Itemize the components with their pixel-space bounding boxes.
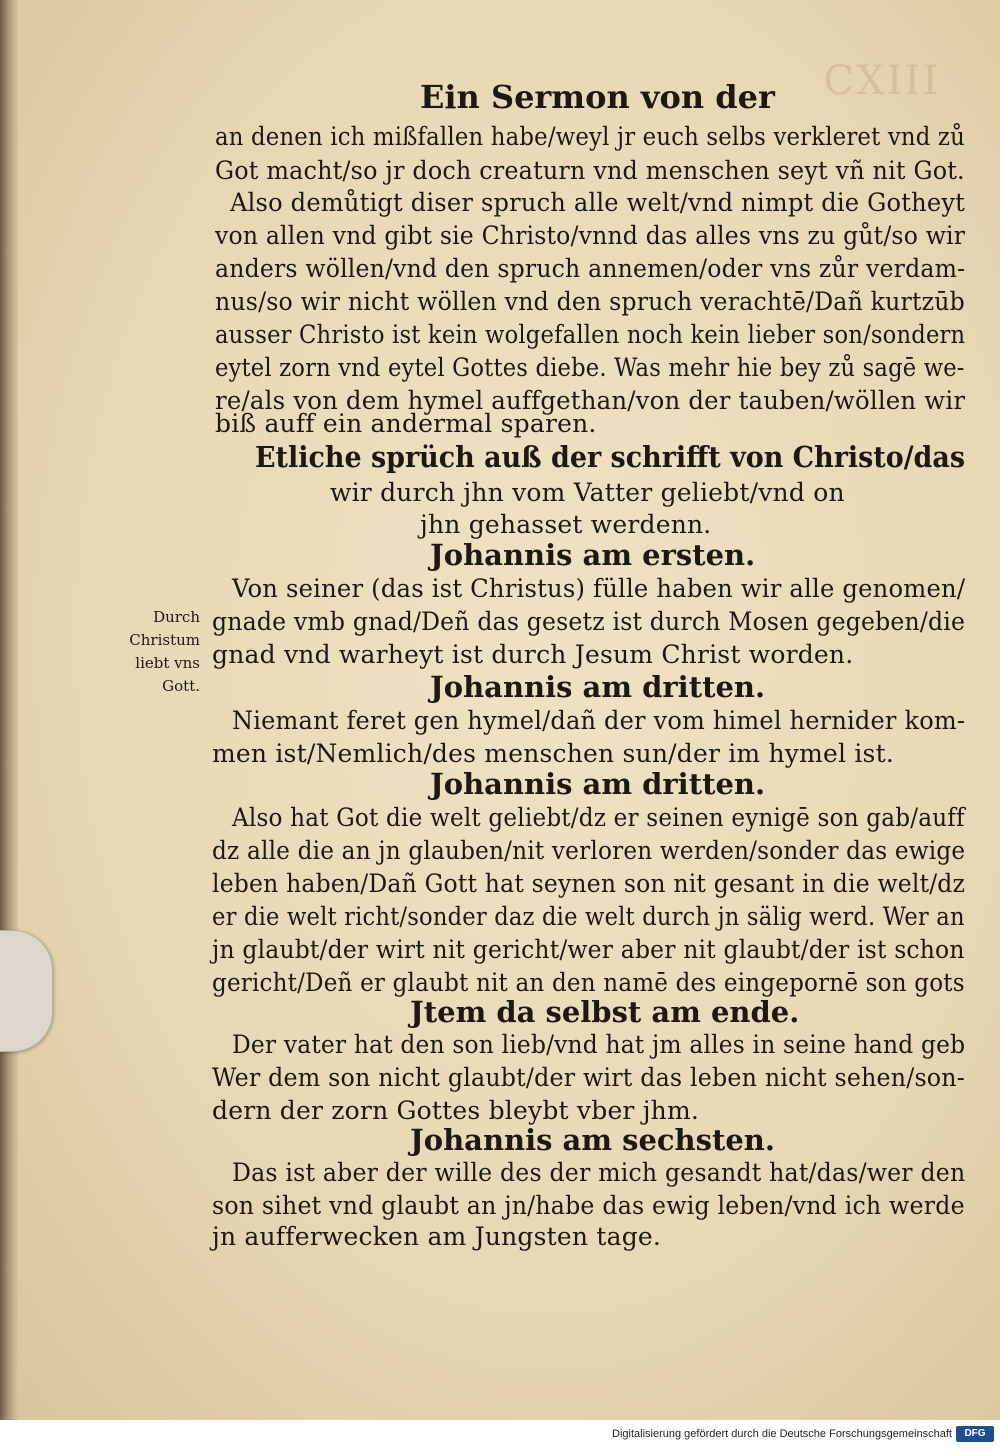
page-tab-marker xyxy=(0,930,53,1052)
margin-note-line: liebt vns xyxy=(135,654,200,672)
text-line: dz alle die an jn glauben/nit verloren werden/sonder das ewige xyxy=(212,836,966,865)
text-line: biß auff ein andermal sparen. xyxy=(215,409,597,438)
section-heading: Johannis am ersten. xyxy=(430,538,756,572)
running-header: Ein Sermon von der xyxy=(420,78,775,116)
text-line: gnade vmb gnad/Deñ das gesetz ist durch Mosen gegeben/die xyxy=(212,607,966,636)
text-line: Also hat Got die welt geliebt/dz er seinen eynigē son gab/auff xyxy=(232,803,965,832)
text-line: Von seiner (das ist Christus) fülle haben wir alle genomen/ xyxy=(232,574,966,603)
folio-number-bleed: CXIII xyxy=(823,58,940,104)
text-line: an denen ich mißfallen habe/weyl jr euch selbs verkleret vnd zů xyxy=(215,122,965,151)
section-heading: Johannis am dritten. xyxy=(430,767,766,801)
text-line: men ist/Nemlich/des menschen sun/der im hymel ist. xyxy=(212,739,894,768)
text-line: anders wöllen/vnd den spruch annemen/oder vns zůr verdam- xyxy=(215,254,966,283)
dfg-logo-icon: DFG xyxy=(956,1426,994,1442)
book-gutter xyxy=(0,0,18,1420)
text-line: von allen vnd gibt sie Christo/vnnd das alles vns zu gůt/so wir xyxy=(215,221,966,250)
section-heading: Johannis am sechsten. xyxy=(410,1123,775,1157)
text-line: jn aufferwecken am Jungsten tage. xyxy=(212,1222,662,1251)
text-line: er die welt richt/sonder daz die welt durch jn sälig werd. Wer an xyxy=(212,902,965,931)
margin-note-line: Christum xyxy=(129,631,200,649)
margin-note xyxy=(100,606,200,698)
text-line: leben haben/Dañ Gott hat seynen son nit gesant in die welt/dz xyxy=(212,869,966,898)
text-line: son sihet vnd glaubt an jn/habe das ewig leben/vnd ich werde xyxy=(212,1191,965,1220)
section-heading: Jtem da selbst am ende. xyxy=(410,995,800,1029)
section-title-line: jhn gehasset werdenn. xyxy=(420,510,712,539)
section-title-line: Etliche sprüch auß der schrifft von Christo/das xyxy=(255,440,966,474)
text-line: dern der zorn Gottes bleybt vber jhm. xyxy=(212,1096,700,1125)
margin-note-line: Gott. xyxy=(162,677,200,695)
text-line: Wer dem son nicht glaubt/der wirt das leben nicht sehen/son- xyxy=(212,1063,965,1092)
text-line: re/als von dem hymel auffgethan/von der tauben/wöllen wir xyxy=(215,386,966,415)
digitization-footer xyxy=(0,1420,1000,1450)
text-line: gericht/Deñ er glaubt nit an den namē des eingepornē son gots xyxy=(212,968,965,997)
text-line: Der vater hat den son lieb/vnd hat jm alles in seine hand geb xyxy=(232,1030,966,1059)
text-line: gnad vnd warheyt ist durch Jesum Christ worden. xyxy=(212,640,854,669)
margin-note-line: Durch xyxy=(153,608,200,626)
text-line: Also demůtigt diser spruch alle welt/vnd nimpt die Gotheyt xyxy=(230,188,966,217)
funding-notice: Digitalisierung gefördert durch die Deutsche Forschungsgemeinschaft xyxy=(612,1428,952,1440)
text-line: ausser Christo ist kein wolgefallen noch kein lieber son/sondern xyxy=(215,320,966,349)
text-line: Niemant feret gen hymel/dañ der vom himel hernider kom- xyxy=(232,706,966,735)
text-line: eytel zorn vnd eytel Gottes diebe. Was mehr hie bey zů sagē we- xyxy=(215,353,965,382)
text-line: Got macht/so jr doch creaturn vnd menschen seyt vñ nit Got. xyxy=(215,156,965,185)
section-title-line: wir durch jhn vom Vatter geliebt/vnd on xyxy=(330,478,845,507)
text-line: nus/so wir nicht wöllen vnd den spruch verachtē/Dañ kurtzūb xyxy=(215,287,965,316)
text-line: jn glaubt/der wirt nit gericht/wer aber nit glaubt/der ist schon xyxy=(212,935,965,964)
section-heading: Johannis am dritten. xyxy=(430,670,766,704)
text-line: Das ist aber der wille des der mich gesandt hat/das/wer den xyxy=(232,1158,966,1187)
